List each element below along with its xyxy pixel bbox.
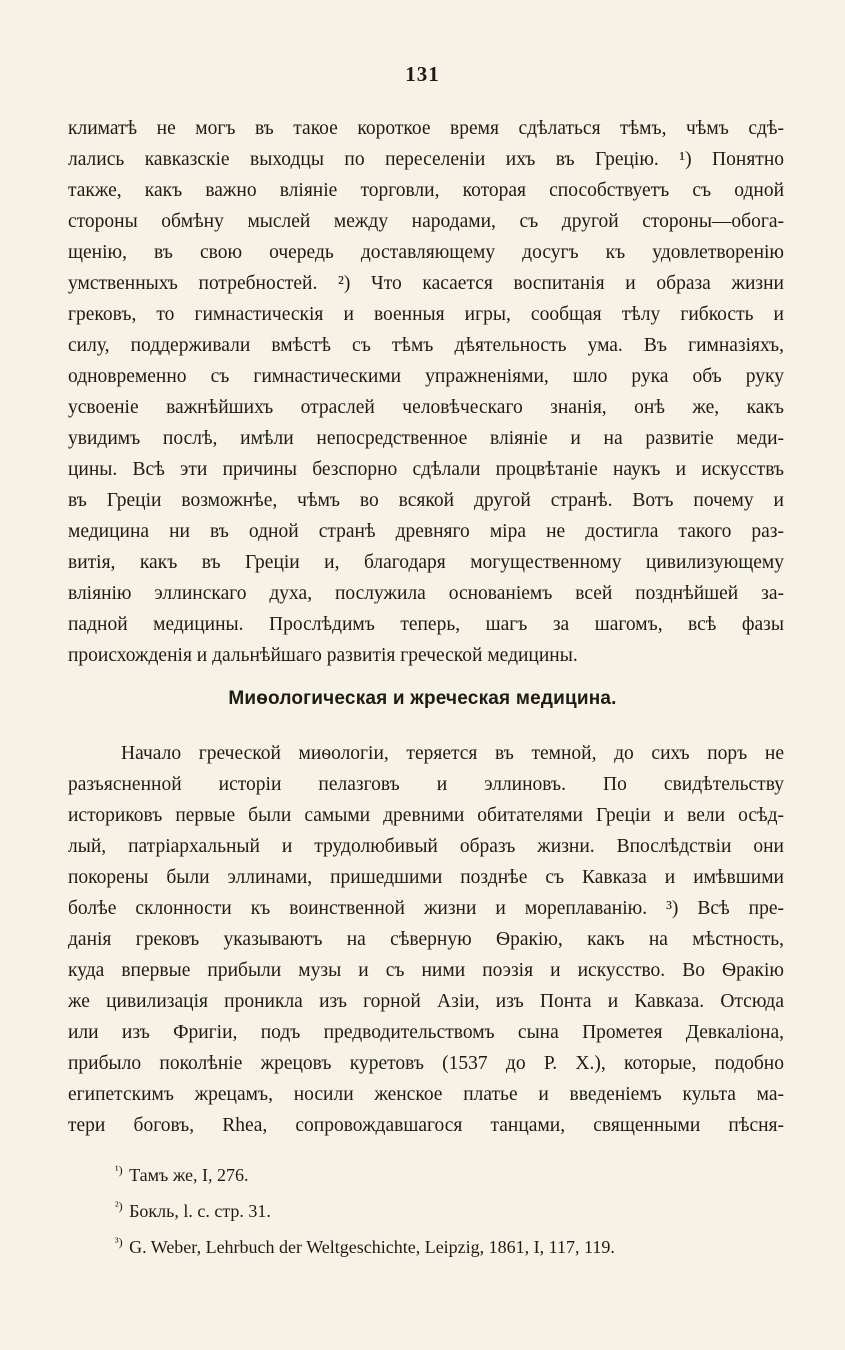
footnote (115, 1155, 795, 1191)
section-heading: Миѳологическая и жреческая медицина. (228, 688, 617, 709)
text-line: болѣе склонности къ воинственной жизни и мореплаванію. ³) Всѣ пре- (68, 898, 784, 919)
text-line: происхожденія и дальнѣйшаго развитія греческой медицины. (68, 645, 578, 666)
text-line: усвоеніе важнѣйшихъ отраслей человѣческаго знанія, онѣ же, какъ (68, 397, 784, 418)
paragraph-2 (68, 738, 784, 1141)
text-line: падной медицины. Прослѣдимъ теперь, шагъ за шагомъ, всѣ фазы (68, 614, 784, 635)
text-line: лались кавказскіе выходцы по переселеніи ихъ въ Грецію. ¹) Понятно (68, 149, 784, 170)
text-line: витія, какъ въ Греціи и, благодаря могущественному цивилизующему (68, 552, 784, 573)
text-line: данія грековъ указываютъ на сѣверную Ѳракію, какъ на мѣстность, (68, 929, 784, 950)
text-line: также, какъ важно вліяніе торговли, которая способствуетъ съ одной (68, 180, 784, 201)
text-line: вліянію эллинскаго духа, послужила основаніемъ всей позднѣйшей за- (68, 583, 784, 604)
text-line: покорены были эллинами, пришедшими позднѣе съ Кавказа и имѣвшими (68, 867, 784, 888)
footnote-marker: ¹) (115, 1163, 123, 1177)
footnotes (115, 1155, 795, 1263)
text-line: щенію, въ свою очередь доставляющему досугъ къ удовлетворенію (68, 242, 784, 263)
text-line: куда впервые прибыли музы и съ ними поэзія и искусство. Во Ѳракію (68, 960, 784, 981)
text-line: же цивилизація проникла изъ горной Азіи, изъ Понта и Кавказа. Отсюда (68, 991, 784, 1012)
text-line: одновременно съ гимнастическими упражненіями, шло рука объ руку (68, 366, 784, 387)
text-line: климатѣ не могъ въ такое короткое время сдѣлаться тѣмъ, чѣмъ сдѣ- (68, 118, 784, 139)
text-line: медицина ни въ одной странѣ древняго міра не достигла такого раз- (68, 521, 784, 542)
text-line: египетскимъ жрецамъ, носили женское платье и введеніемъ культа ма- (68, 1084, 784, 1105)
text-line: стороны обмѣну мыслей между народами, съ другой стороны—обога- (68, 211, 784, 232)
footnote-text: G. Weber, Lehrbuch der Weltgeschichte, Leipzig, 1861, I, 117, 119. (129, 1237, 615, 1257)
text-line: тери боговъ, Rhea, сопровождавшагося танцами, священными пѣсня- (68, 1115, 784, 1136)
text-line: прибыло поколѣніе жрецовъ куретовъ (1537 до Р. Х.), которые, подобно (68, 1053, 784, 1074)
text-line: силу, поддерживали вмѣстѣ съ тѣмъ дѣятельность ума. Въ гимназіяхъ, (68, 335, 784, 356)
page-number: 131 (405, 62, 440, 86)
footnote-marker: ³) (115, 1235, 123, 1249)
text-line: историковъ первые были самыми древними обитателями Греціи и вели осѣд- (68, 805, 784, 826)
paragraph-1 (68, 113, 784, 671)
footnote-text: Тамъ же, I, 276. (129, 1165, 249, 1185)
text-line: грековъ, то гимнастическія и военныя игры, сообщая тѣлу гибкость и (68, 304, 784, 325)
footnote-text: Бокль, l. c. стр. 31. (129, 1201, 271, 1221)
text-line: въ Греціи возможнѣе, чѣмъ во всякой другой странѣ. Вотъ почему и (68, 490, 784, 511)
text-line: лый, патріархальный и трудолюбивый образъ жизни. Впослѣдствіи они (68, 836, 784, 857)
footnote (115, 1191, 795, 1227)
footnote-marker: ²) (115, 1199, 123, 1213)
text-line: разъясненной исторіи пелазговъ и эллиновъ. По свидѣтельству (68, 774, 784, 795)
text-line: цины. Всѣ эти причины безспорно сдѣлали процвѣтаніе наукъ и искусствъ (68, 459, 784, 480)
text-line: или изъ Фригіи, подъ предводительствомъ сына Прометея Девкаліона, (68, 1022, 784, 1043)
text-line: увидимъ послѣ, имѣли непосредственное вліяніе и на развитіе меди- (68, 428, 784, 449)
text-line: Начало греческой миѳологіи, теряется въ темной, до сихъ поръ не (121, 743, 784, 764)
footnote (115, 1227, 795, 1263)
text-line: умственныхъ потребностей. ²) Что касается воспитанія и образа жизни (68, 273, 784, 294)
